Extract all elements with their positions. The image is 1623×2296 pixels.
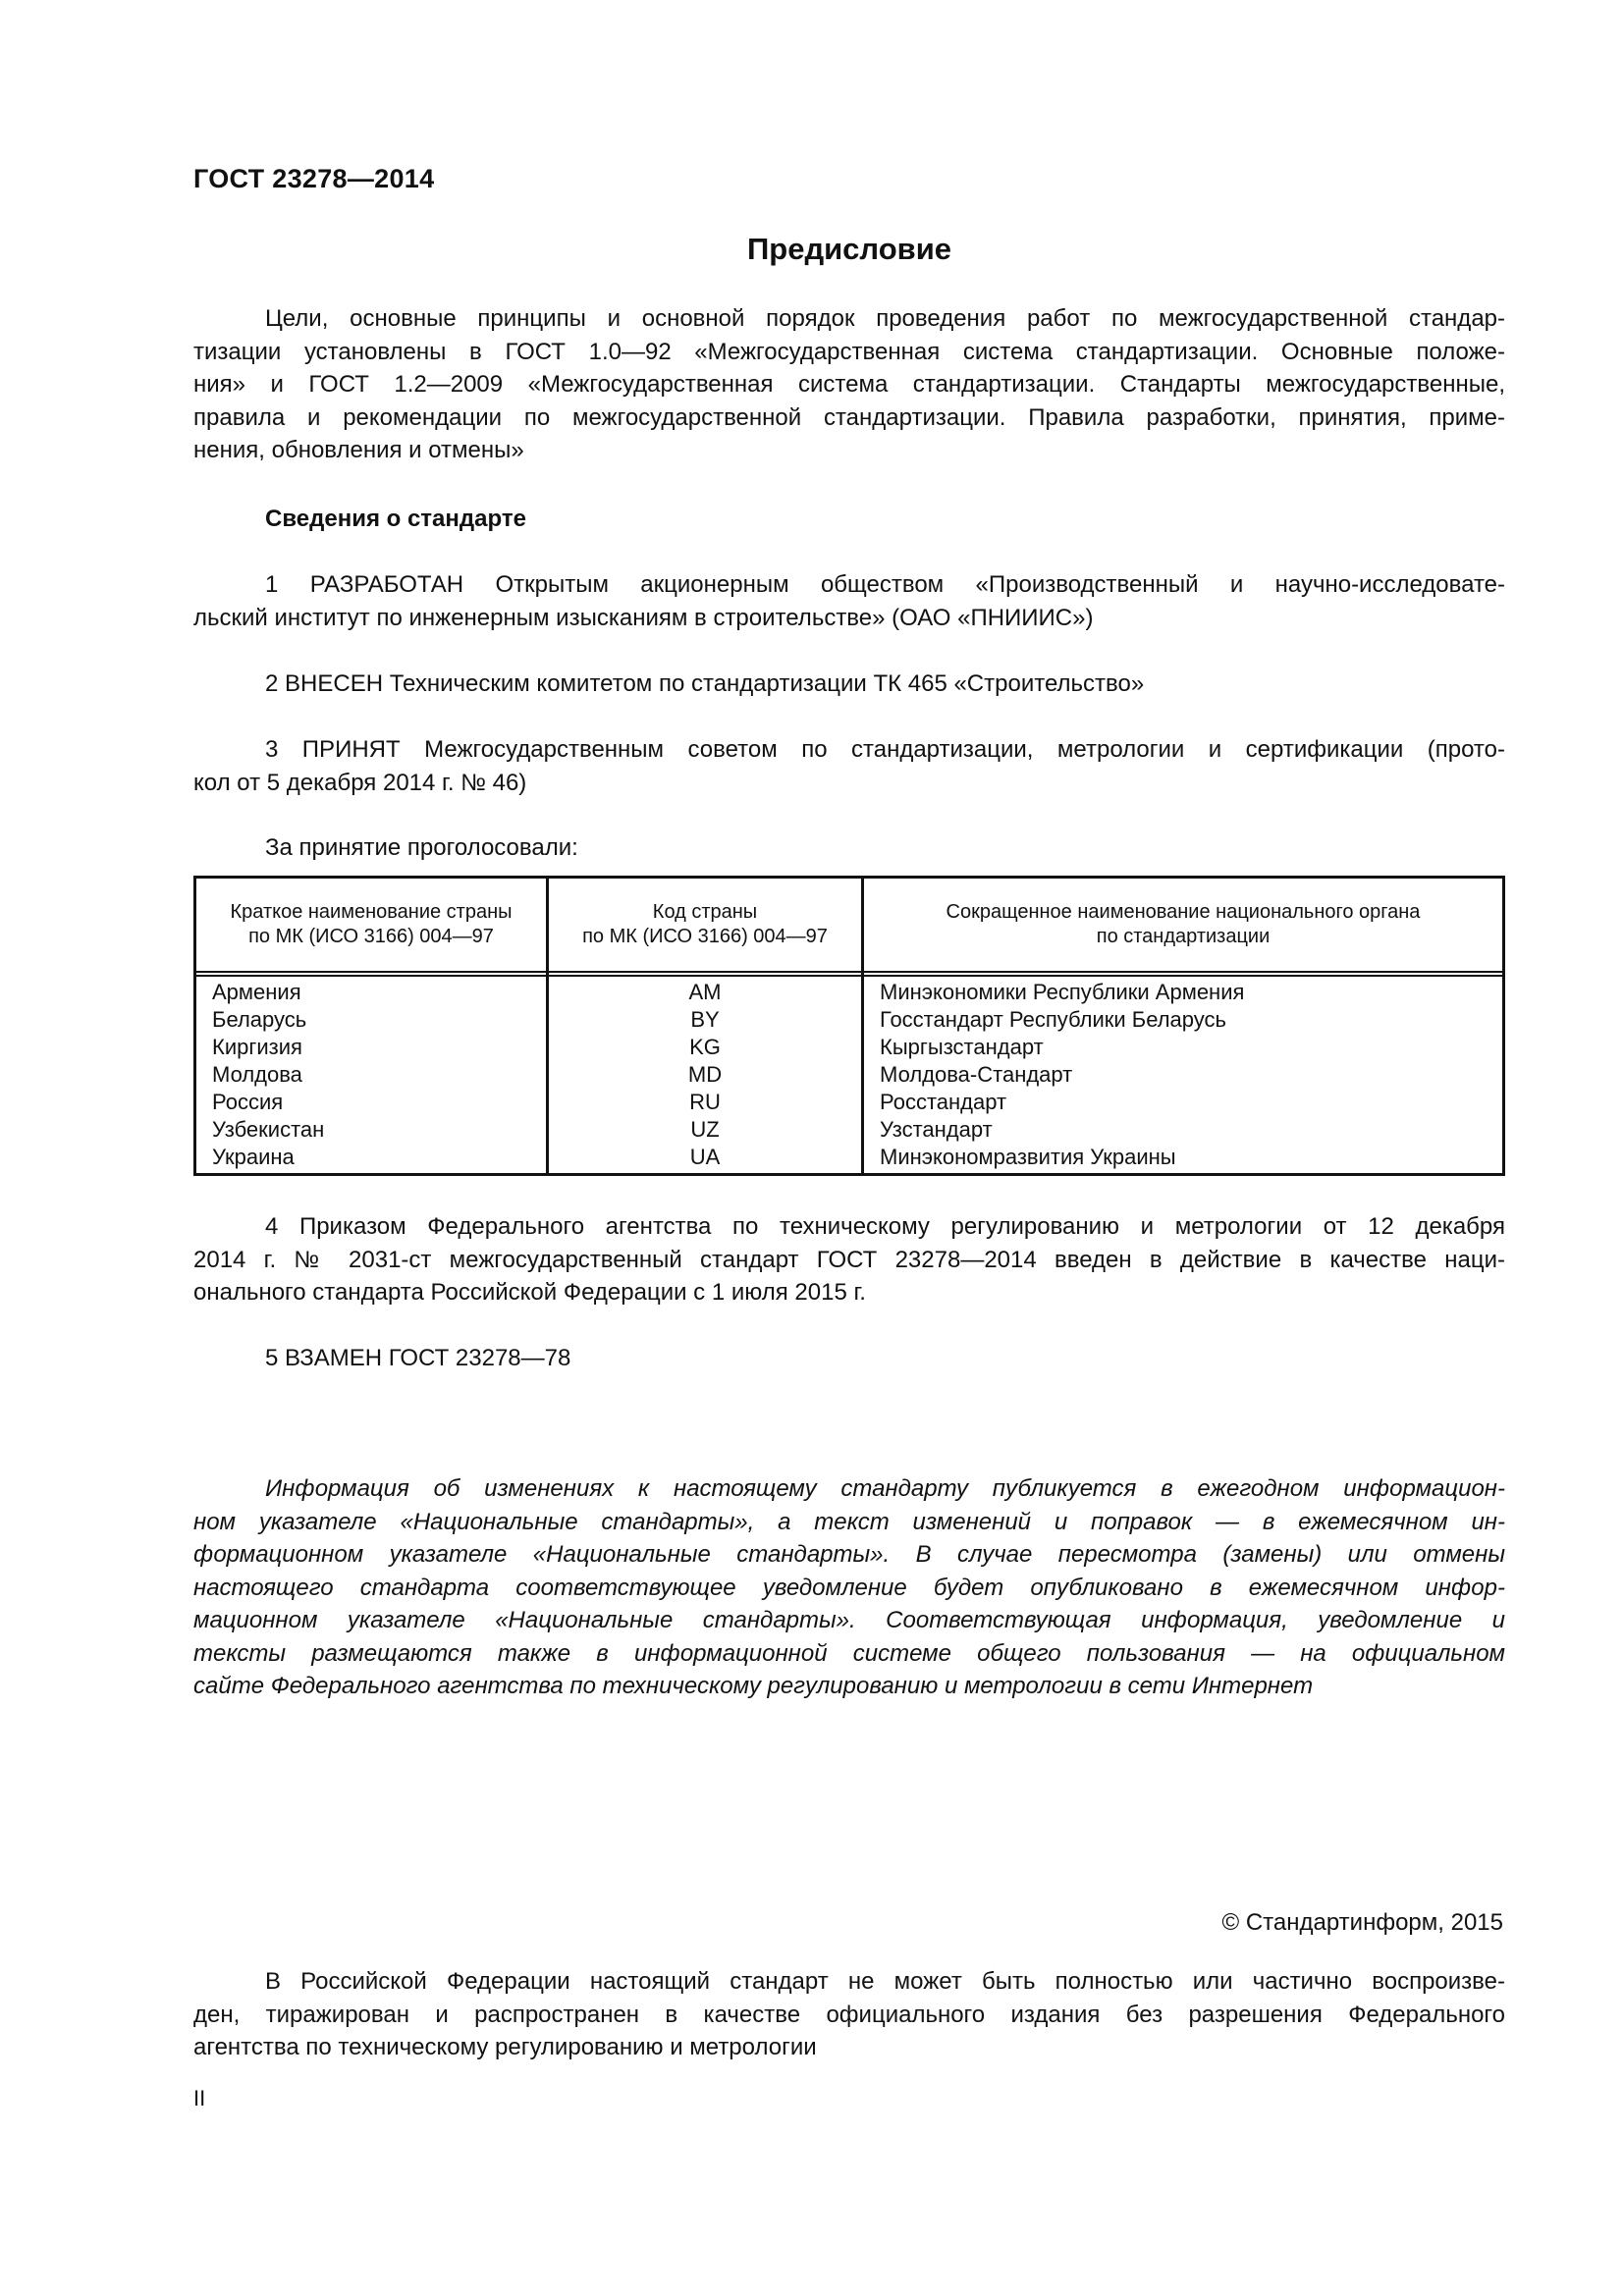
header-line: по стандартизации [1096, 926, 1271, 947]
voted-label [193, 831, 1505, 865]
document-code: ГОСТ 23278—2014 [193, 164, 435, 193]
header-line: по МК (ИСО 3166) 004—97 [248, 926, 494, 947]
table-row [196, 1089, 1502, 1116]
cell-code: UZ [690, 1117, 720, 1142]
text-line: ном указателе «Национальные стандарты», а текст изменений и поправок — в ежемесячном ин- [193, 1508, 1505, 1535]
voting-table [193, 876, 1505, 1176]
cell-body: Минэкономразвития Украины [880, 1145, 1176, 1169]
text-line: 4 Приказом Федерального агентства по техническому регулированию и метрологии от 12 декабря [265, 1213, 1505, 1240]
text-line: сайте Федерального агентства по техническому регулированию и метрологии в сети Интернет [193, 1673, 1314, 1699]
cell-country: Россия [212, 1090, 284, 1114]
text-line: онального стандарта Российской Федерации с 1 июля 2015 г. [193, 1279, 866, 1306]
section-heading: Сведения о стандарте [265, 506, 526, 532]
cell-body: Минэкономики Республики Армения [880, 980, 1245, 1004]
text-line: тизации установлены в ГОСТ 1.0—92 «Межгосударственная система стандартизации. Основные положе- [193, 338, 1505, 365]
text-line: льский институт по инженерным изысканиям в строительстве» (ОАО «ПНИИИС») [193, 604, 1094, 631]
text-line: За принятие проголосовали: [265, 834, 578, 861]
text-line: настоящего стандарта соответствующее уведомление будет опубликовано в ежемесячном инфор- [193, 1574, 1505, 1601]
text-line: 2 ВНЕСЕН Техническим комитетом по стандартизации ТК 465 «Строительство» [265, 670, 1145, 697]
cell-code: AM [688, 980, 722, 1004]
cell-code: MD [687, 1062, 723, 1087]
text-line: ден, тиражирован и распространен в качестве официального издания без разрешения Федерального [193, 2001, 1505, 2028]
text-line: нения, обновления и отмены» [193, 437, 524, 463]
about-item-1 [193, 568, 1505, 634]
cell-country: Армения [212, 980, 301, 1004]
table-row [196, 1116, 1502, 1144]
cell-country: Беларусь [212, 1007, 307, 1032]
cell-body: Росстандарт [880, 1090, 1007, 1114]
text-line: ния» и ГОСТ 1.2—2009 «Межгосударственная система стандартизации. Стандарты межгосударственные, [193, 371, 1505, 398]
header-line: Код страны [652, 901, 758, 923]
header-line: Сокращенное наименование национального органа [946, 901, 1421, 923]
column-header-country [196, 879, 546, 971]
cell-code: UA [689, 1145, 721, 1169]
text-line: Информация об изменениях к настоящему стандарту публикуется в ежегодном информацион- [265, 1475, 1505, 1502]
text-line: формационном указателе «Национальные стандарты». В случае пересмотра (замены) или отмены [193, 1541, 1505, 1568]
cell-body: Узстандарт [880, 1117, 993, 1142]
about-item-5 [193, 1342, 1505, 1375]
table-row [196, 979, 1502, 1006]
cell-country: Молдова [212, 1062, 302, 1087]
about-item-4 [193, 1210, 1505, 1309]
cell-body: Кыргызстандарт [880, 1035, 1044, 1059]
text-line: 3 ПРИНЯТ Межгосударственным советом по стандартизации, метрологии и сертификации (прото- [265, 736, 1505, 763]
header-line: Краткое наименование страны [230, 901, 513, 923]
about-item-2 [193, 667, 1505, 701]
table-row [196, 1061, 1502, 1089]
table-row [196, 1034, 1502, 1061]
table-row [196, 1006, 1502, 1034]
text-line: 1 РАЗРАБОТАН Открытым акционерным обществом «Производственный и научно-исследовате- [265, 571, 1505, 598]
column-header-code [549, 879, 861, 971]
text-line: 2014 г. № 2031-ст межгосударственный стандарт ГОСТ 23278—2014 введен в действие в качестве наци- [193, 1246, 1505, 1273]
cell-body: Госстандарт Республики Беларусь [880, 1007, 1226, 1032]
text-line: кол от 5 декабря 2014 г. № 46) [193, 769, 527, 796]
text-line: тексты размещаются также в информационной системе общего пользования — на официальном [193, 1639, 1505, 1667]
text-line: правила и рекомендации по межгосударственной стандартизации. Правила разработки, принятия, приме- [193, 403, 1505, 431]
page-title: Предисловие [746, 232, 951, 266]
text-line: 5 ВЗАМЕН ГОСТ 23278—78 [265, 1345, 571, 1371]
changes-notice [193, 1472, 1505, 1703]
copyright-notice: © Стандартинформ, 2015 [1221, 1909, 1503, 1936]
cell-country: Киргизия [212, 1035, 302, 1059]
cell-code: BY [690, 1007, 720, 1032]
header-line: по МК (ИСО 3166) 004—97 [582, 926, 828, 947]
text-line: Цели, основные принципы и основной порядок проведения работ по межгосударственной стандар- [265, 305, 1505, 332]
text-line: агентства по техническому регулированию и метрологии [193, 2034, 817, 2060]
page-number: II [193, 2086, 206, 2110]
table-header [196, 879, 1502, 973]
about-item-3 [193, 733, 1505, 799]
cell-country: Узбекистан [212, 1117, 325, 1142]
cell-code: KG [689, 1035, 721, 1059]
text-line: мационном указателе «Национальные стандарты». Соответствующая информация, уведомление и [193, 1607, 1505, 1633]
table-row [196, 1144, 1502, 1171]
text-line: В Российской Федерации настоящий стандарт не может быть полностью или частично воспроизве- [265, 1968, 1505, 1995]
cell-country: Украина [212, 1145, 295, 1169]
cell-code: RU [689, 1090, 721, 1114]
column-header-body [864, 879, 1502, 971]
cell-body: Молдова-Стандарт [880, 1062, 1073, 1087]
rights-paragraph [193, 1965, 1505, 2064]
intro-paragraph [193, 302, 1505, 467]
